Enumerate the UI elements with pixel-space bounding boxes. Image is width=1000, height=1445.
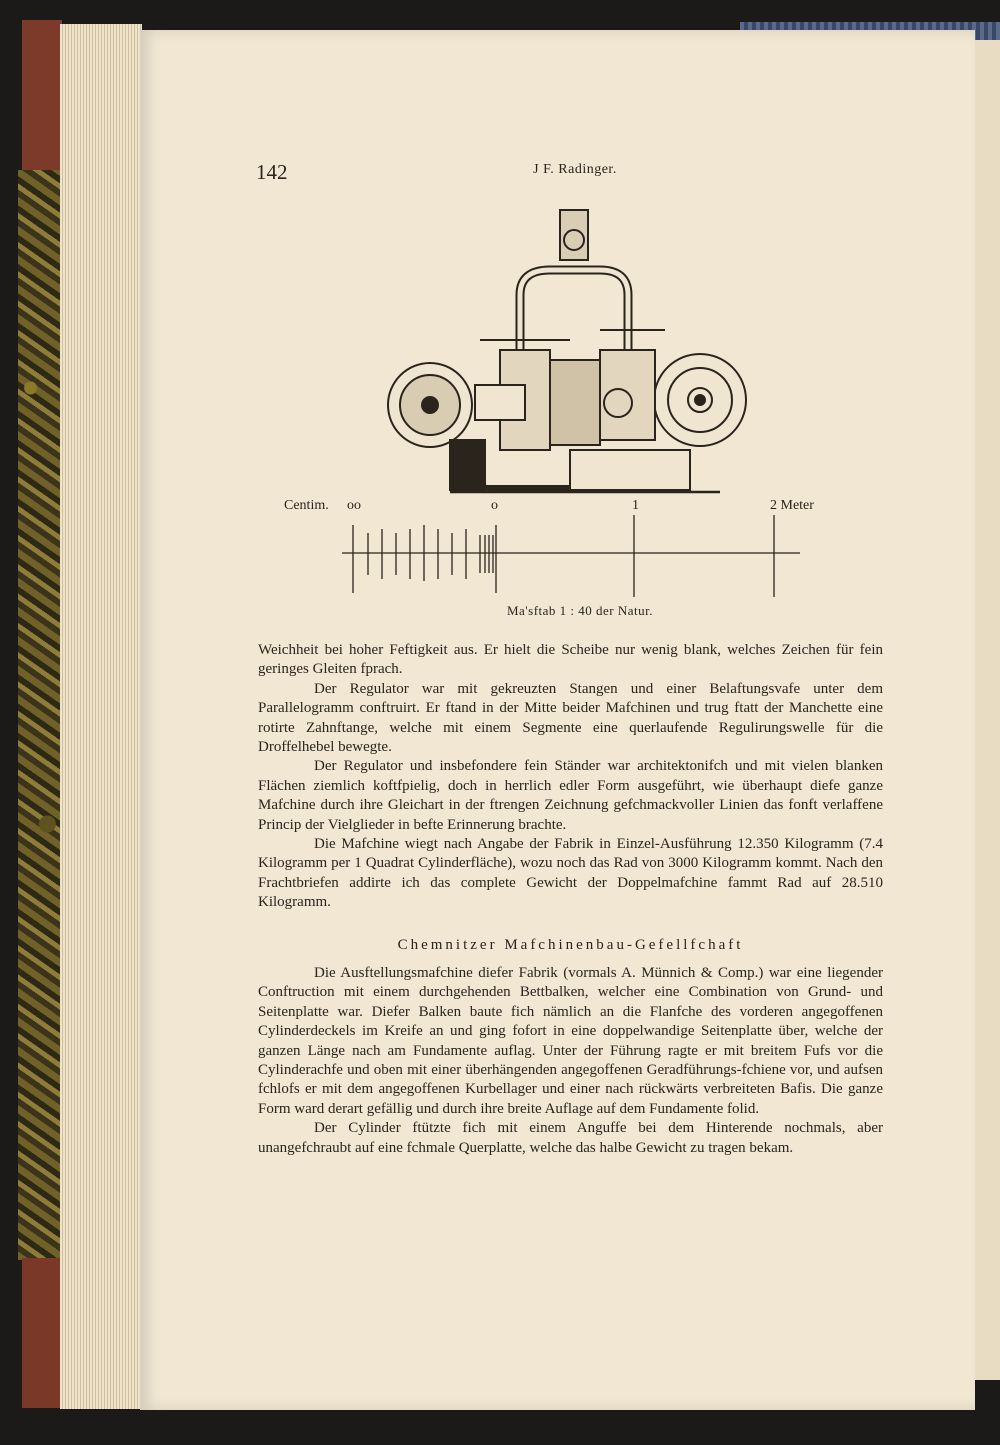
facing-page-edge [975,40,1000,1380]
paragraph: Der Cylinder ftützte fich mit einem Anguffe bei dem Hinterende nochmals, aber unangefchraubt auf eine fchmale Querplatte, welche das halbe Gewicht zu tragen bekam. [258,1120,883,1156]
scale-label-0: o [491,498,498,513]
paragraph: Die Ausftellungsmafchine diefer Fabrik (vormals A. Münnich & Comp.) war eine liegender Conftruction mit einem durchgehenden Bettbalken, welcher eine Combination von Grund- und Seitenplatte war. Diefer Balken baute fich nämlich an die Flanfche des vorderen angegoffenen Cylinderdeckels im Kreife an und ging fofort in eine doppelwandige Seitenplatte über, welche der ganzen Länge nach am Fundamente auflag. Unter der Führung ragte er mit breitem Fufs vor die Cylinderachfe und oben mit einer überhängenden angegoffenen Geradführungs-fchiene vor, und aufsen fchlofs er mit dem angegoffenen Kurbellager und einer nach rückwärts verbreiteten Bafis. Die ganze Form ward derart gefällig und durch ihre breite Auflage auf dem Fundamente folid. [258,965,883,1117]
section-heading: Chemnitzer Mafchinenbau-Gefellfchaft [397,937,744,953]
book-cover-bottom [22,1258,62,1408]
marbled-cover [18,170,60,1260]
paragraph: Die Mafchine wiegt nach Angabe der Fabrik in Einzel-Ausführung 12.350 Kilogramm (7.4 Kilogramm per 1 Quadrat Cylinderfläche), wozu noch das Rad von 3000 Kilogramm kommt. Nach den Frachtbriefen addirte ich das complete Gewicht der Doppelmafchine fammt Rad auf 28.510 Kilogramm. [258,836,883,911]
book-cover-top [22,20,62,170]
paragraph: Weichheit bei hoher Feftigkeit aus. Er hielt die Scheibe nur wenig blank, welches Zeichen für fein geringes Gleiten fprach. [258,642,883,678]
page-number: 142 [256,160,288,184]
body-text [258,641,883,913]
scale-label-1: 1 [632,498,639,513]
engine-illustration [370,200,790,500]
scale-label-unit: Centim. [284,498,329,513]
scale-label-2: 2 Meter [770,498,814,513]
figure-caption: Ma'sftab 1 : 40 der Natur. [506,603,654,618]
paragraph: Der Regulator und insbefondere fein Ständer war architektonifch und mit vielen blanken Flächen ziemlich koftfpielig, doch in herrlich edler Form ausgeführt, wie überhaupt diefe ganze Mafchine durch ihre Gleichart in der ftrengen Zeichnung gefchmackvoller Linien das fonft verlaffene Princip der Vielglieder in befte Erinnerung brachte. [258,758,883,833]
scale-bar [280,495,840,605]
paragraph: Der Regulator war mit gekreuzten Stangen und einer Belaftungsvafe unter dem Parallelogramm conftruirt. Er ftand in der Mitte beider Mafchinen und trug ftatt der Manchette eine rotirte Zahnftange, welche mit einem Segmente eine querlaufende Regulirungswelle für die Droffelhebel bewegte. [258,680,883,756]
running-head: J F. Radinger. [533,162,617,177]
section-body [258,964,883,1158]
page-edges [60,24,142,1409]
scale-label-00: oo [347,498,361,513]
